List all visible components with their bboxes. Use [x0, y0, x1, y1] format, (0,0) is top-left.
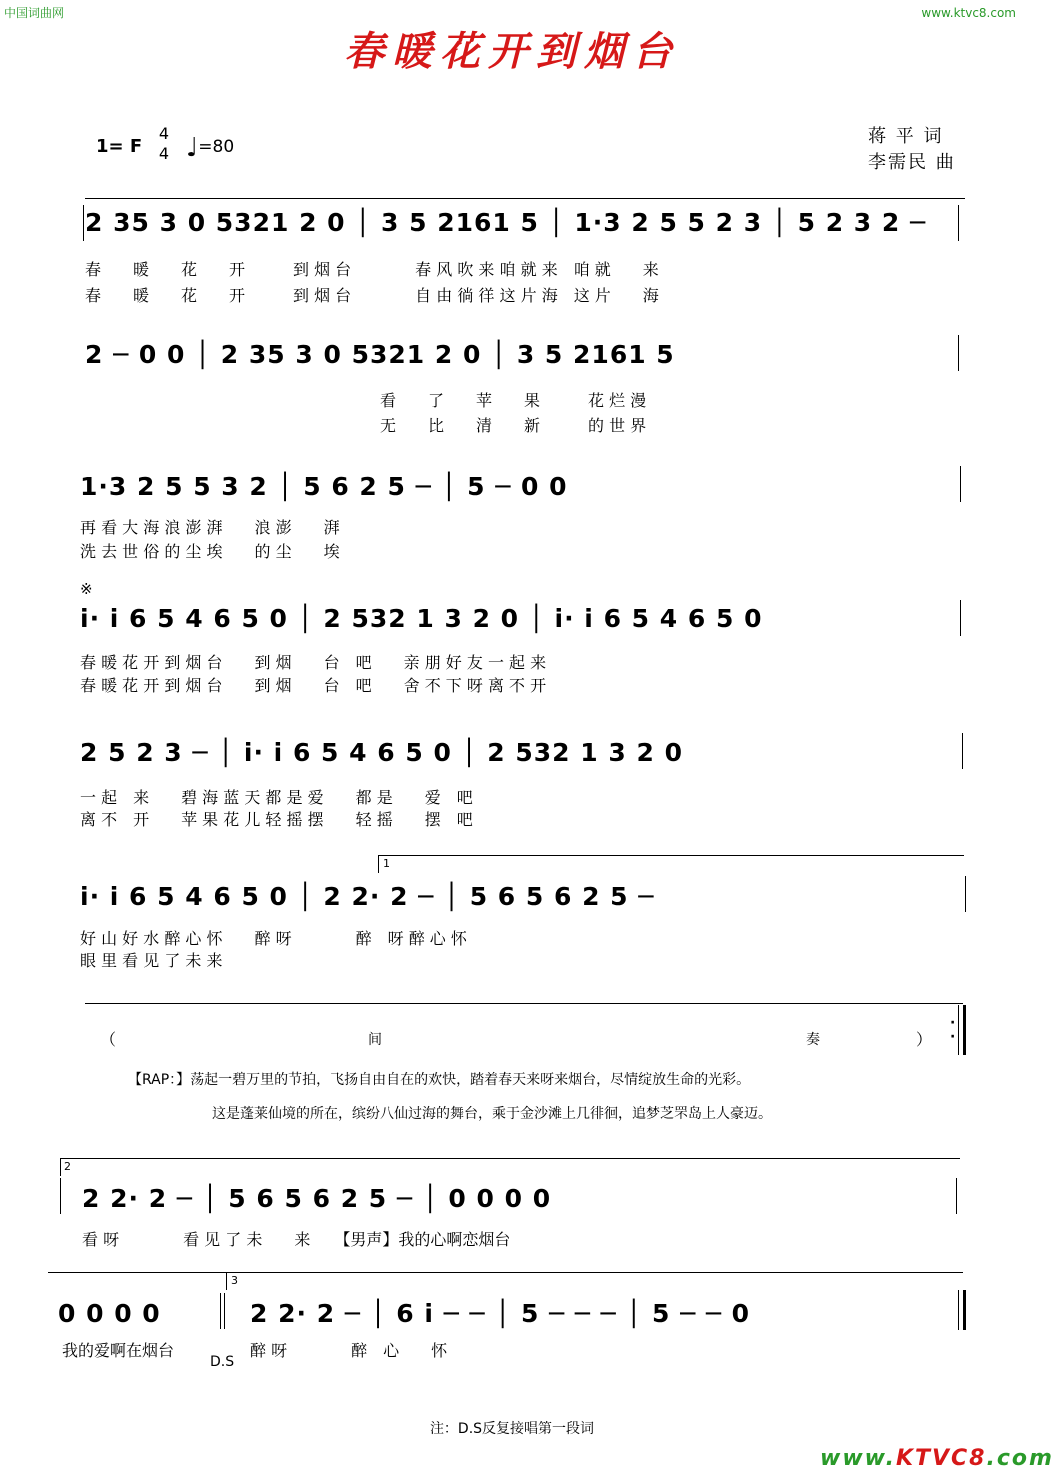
lyrics-verse1-line-3: 再 看 大 海 浪 澎 湃 浪 澎 湃 — [80, 518, 340, 537]
footer-site-suffix: .com — [986, 1446, 1054, 1471]
interlude-line — [85, 1003, 963, 1004]
final-barline-thick — [963, 1290, 966, 1330]
volta-bracket-3 — [48, 1272, 963, 1273]
rap-tag: 【RAP：】 — [128, 1072, 191, 1088]
notation-line-6: i· i 6 5 4 6 5 0 │ 2 2· 2 ─ │ 5 6 5 6 2 5 ─ — [80, 882, 655, 911]
lyrics-verse2-line-4: 春 暖 花 开 到 烟 台 到 烟 台 吧 舍 不 下 呀 离 不 开 — [80, 676, 547, 695]
interlude-label-zou: 奏 — [806, 1032, 820, 1048]
lyrics-verse1-line-2: 看 了 苹 果 花 烂 漫 — [380, 391, 647, 410]
notation-line-5: 2 5 2 3 ─ │ i· i 6 5 4 6 5 0 │ 2 532 1 3 2 0 — [80, 738, 683, 767]
lyrics-verse1-line-1: 春 暖 花 开 到 烟 台 春 风 吹 来 咱 就 来 咱 就 来 — [85, 260, 659, 279]
song-title: 春暖花开到烟台 — [344, 28, 680, 75]
lyrics-verse2-line-1: 春 暖 花 开 到 烟 台 自 由 徜 徉 这 片 海 这 片 海 — [85, 286, 659, 305]
final-barline-thin — [958, 1290, 959, 1330]
barline — [958, 205, 959, 241]
rap-line-1 — [128, 1069, 750, 1089]
barline — [962, 733, 963, 769]
composer-credit: 李需民 曲 — [868, 152, 956, 173]
interlude-label-jian: 间 — [368, 1032, 382, 1048]
notation-line-2: 2 ─ 0 0 │ 2 35 3 0 5321 2 0 │ 3 5 2161 5 — [85, 340, 675, 369]
rap-text-1: 荡起一碧万里的节拍，飞扬自由自在的欢快，踏着春天来呀来烟台，尽情绽放生命的光彩。 — [190, 1072, 751, 1088]
notation-line-3: 1·3 2 5 5 3 2 │ 5 6 2 5 ─ │ 5 ─ 0 0 — [80, 472, 568, 501]
footer-site-prefix: www. — [820, 1446, 896, 1471]
time-signature — [158, 124, 170, 164]
volta-bracket-edge — [60, 1158, 61, 1176]
volta-bracket-edge — [226, 1272, 227, 1290]
rap-line-2: 这是蓬莱仙境的所在，缤纷八仙过海的舞台，乘于金沙滩上几徘徊，追梦芝罘岛上人豪迈。 — [212, 1106, 772, 1122]
meter-bottom: 4 — [158, 144, 170, 163]
interlude-close-paren: ） — [916, 1030, 933, 1049]
footer-site-brand: KTVC8 — [895, 1446, 987, 1471]
lyrics-verse1-line-6: 好 山 好 水 醉 心 怀 醉 呀 醉 呀 醉 心 怀 — [80, 929, 467, 948]
volta-number-2: 2 — [64, 1160, 71, 1173]
site-url-right: www.ktvc8.com — [921, 6, 1016, 20]
barline — [83, 205, 84, 241]
lyrics-verse2-line-2: 无 比 清 新 的 世 界 — [380, 416, 647, 435]
lyrics-verse2-line-5: 离 不 开 苹 果 花 儿 轻 摇 摆 轻 摇 摆 吧 — [80, 810, 473, 829]
lyrics-verse2-line-3: 洗 去 世 俗 的 尘 埃 的 尘 埃 — [80, 542, 340, 561]
tie-line — [85, 198, 965, 199]
volta-number-1: 1 — [383, 857, 390, 870]
lyrics-verse1-line-5: 一 起 来 碧 海 蓝 天 都 是 爱 都 是 爱 吧 — [80, 788, 473, 807]
tempo-marking — [186, 133, 234, 163]
barline — [60, 1178, 61, 1214]
interlude-open-paren: （ — [100, 1030, 117, 1049]
tempo-value: =80 — [198, 137, 235, 157]
lyrics-ending-2: 看 呀 看 见 了 未 来 【男声】我的心啊恋烟台 — [82, 1230, 511, 1249]
lyrics-ending-3a: 我的爱啊在烟台 — [62, 1341, 175, 1360]
lyricist-credit: 蒋 平 词 — [868, 126, 944, 147]
notation-ending-3b: 2 2· 2 ─ │ 6 i ─ ─ │ 5 ─ ─ ─ │ 5 ─ ─ 0 — [250, 1299, 751, 1328]
meter-top: 4 — [158, 124, 170, 143]
volta-number-3: 3 — [231, 1274, 238, 1287]
volta-bracket-1 — [378, 855, 964, 856]
lyrics-verse1-line-4: 春 暖 花 开 到 烟 台 到 烟 台 吧 亲 朋 好 友 一 起 来 — [80, 653, 547, 672]
repeat-barline-thick — [963, 1005, 966, 1055]
repeat-dots: · · — [950, 1015, 956, 1045]
notation-ending-3a: 0 0 0 0 — [58, 1299, 161, 1328]
barline — [960, 466, 961, 502]
barline — [965, 876, 966, 912]
notation-ending-2: 2 2· 2 ─ │ 5 6 5 6 2 5 ─ │ 0 0 0 0 — [82, 1184, 552, 1213]
lyrics-verse2-line-6: 眼 里 看 见 了 未 来 — [80, 951, 223, 970]
repeat-barline-thin — [220, 1293, 221, 1329]
segno-sign: ※ — [80, 580, 93, 598]
volta-bracket-edge — [378, 855, 379, 873]
barline — [958, 335, 959, 371]
quarter-note-icon: ♩ — [186, 133, 199, 163]
footer-note: 注：D.S反复接唱第一段词 — [429, 1421, 595, 1437]
volta-bracket-2 — [60, 1158, 960, 1159]
dal-segno-mark: D.S — [210, 1354, 235, 1370]
footer-site-logo — [820, 1446, 1054, 1471]
repeat-barline-thin — [958, 1005, 959, 1055]
lyrics-ending-3b: 醉 呀 醉 心 怀 — [250, 1341, 448, 1360]
notation-line-1: 2 35 3 0 5321 2 0 │ 3 5 2161 5 │ 1·3 2 5 5 2 3 │ 5 2 3 2 ─ — [85, 208, 927, 237]
repeat-barline-thin — [224, 1293, 225, 1329]
site-name-left: 中国词曲网 — [4, 6, 65, 20]
barline — [956, 1178, 957, 1214]
key-signature: 1= F — [96, 136, 143, 157]
barline — [960, 600, 961, 636]
notation-line-4: i· i 6 5 4 6 5 0 │ 2 532 1 3 2 0 │ i· i 6 5 4 6 5 0 — [80, 604, 763, 633]
